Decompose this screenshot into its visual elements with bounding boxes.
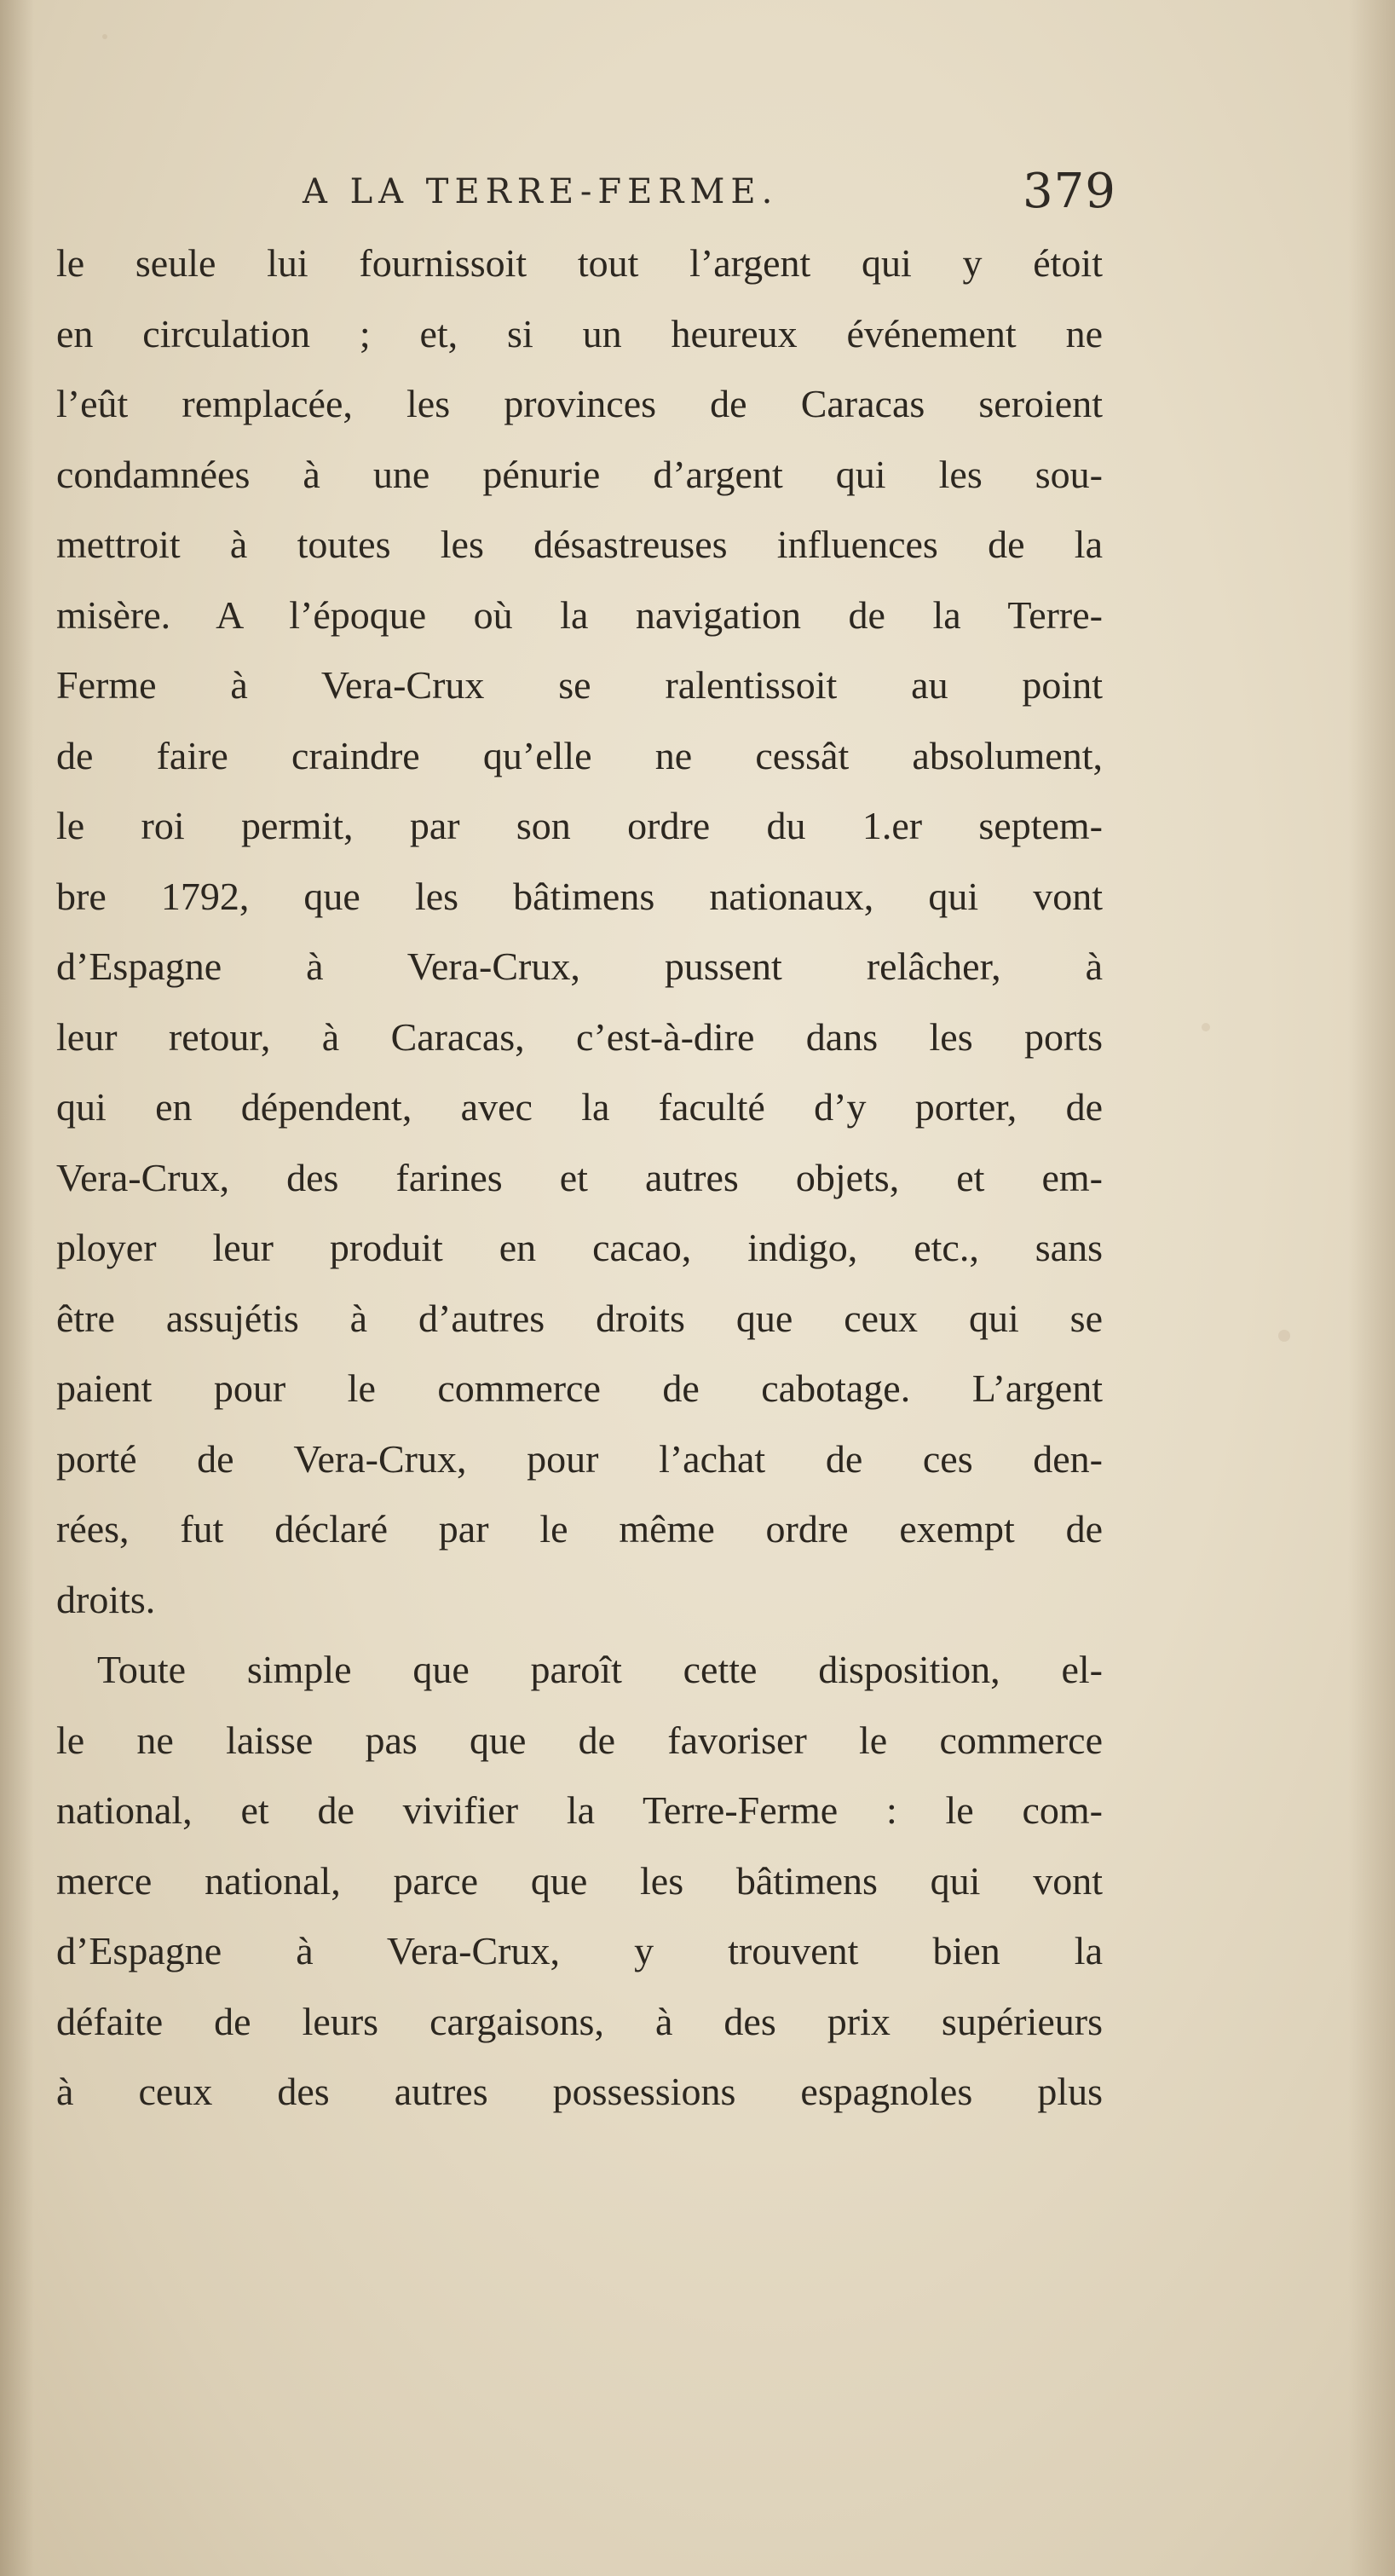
text-line: de faire craindre qu’elle ne cessât absolument, (56, 733, 1103, 777)
text-line: Toute simple que paroît cette disposition, el- (97, 1648, 1103, 1691)
text-line: le seule lui fournissoit tout l’argent qui y étoit (56, 241, 1103, 285)
text-line: misère. A l’époque où la navigation de la Terre- (56, 592, 1103, 637)
text-line: le ne laisse pas que de favoriser le commerce (56, 1718, 1103, 1762)
text-line: rées, fut déclaré par le même ordre exempt de (56, 1507, 1103, 1551)
paper-stain (1202, 1023, 1210, 1031)
text-line: être assujétis à d’autres droits que ceux qui se (56, 1296, 1103, 1340)
paragraph (56, 228, 1103, 1635)
text-line: mettroit à toutes les désastreuses influences de la (56, 523, 1103, 566)
running-header (51, 164, 1116, 223)
text-line: qui en dépendent, avec la faculté d’y porter, de (56, 1085, 1103, 1129)
text-line: porté de Vera-Crux, pour l’achat de ces den- (56, 1436, 1103, 1481)
text-line: l’eût remplacée, les provinces de Caracas seroient (56, 382, 1103, 425)
text-line: leur retour, à Caracas, c’est-à-dire dans les ports (56, 1014, 1103, 1059)
text-line: bre 1792, que les bâtimens nationaux, qui vont (56, 874, 1103, 918)
text-line: d’Espagne à Vera-Crux, pussent relâcher, à (56, 944, 1103, 988)
running-title: A LA TERRE-FERME. (303, 172, 779, 211)
paper-stain (1278, 1330, 1290, 1342)
text-line: Ferme à Vera-Crux se ralentissoit au point (56, 663, 1103, 707)
text-line: droits. (56, 1577, 156, 1621)
text-line: en circulation ; et, si un heureux événement ne (56, 311, 1103, 355)
text-line: Vera-Crux, des farines et autres objets, et em- (56, 1155, 1103, 1199)
paper-stain (102, 34, 107, 39)
paragraph (56, 1635, 1103, 2128)
text-line: d’Espagne à Vera-Crux, y trouvent bien la (56, 1929, 1103, 1972)
text-line: défaite de leurs cargaisons, à des prix supérieurs (56, 1999, 1103, 2043)
text-line: paient pour le commerce de cabotage. L’argent (56, 1366, 1103, 1410)
text-line: le roi permit, par son ordre du 1.er septem- (56, 804, 1103, 847)
text-line: national, et de vivifier la Terre-Ferme : le com- (56, 1788, 1103, 1832)
text-line: merce national, parce que les bâtimens qui vont (56, 1858, 1103, 1903)
text-line: ployer leur produit en cacao, indigo, etc., sans (56, 1226, 1103, 1269)
page-number: 379 (1023, 164, 1116, 219)
text-line: condamnées à une pénurie d’argent qui les sou- (56, 452, 1103, 496)
text-line: à ceux des autres possessions espagnoles plus (56, 2070, 1103, 2113)
body-text (56, 228, 1103, 2128)
